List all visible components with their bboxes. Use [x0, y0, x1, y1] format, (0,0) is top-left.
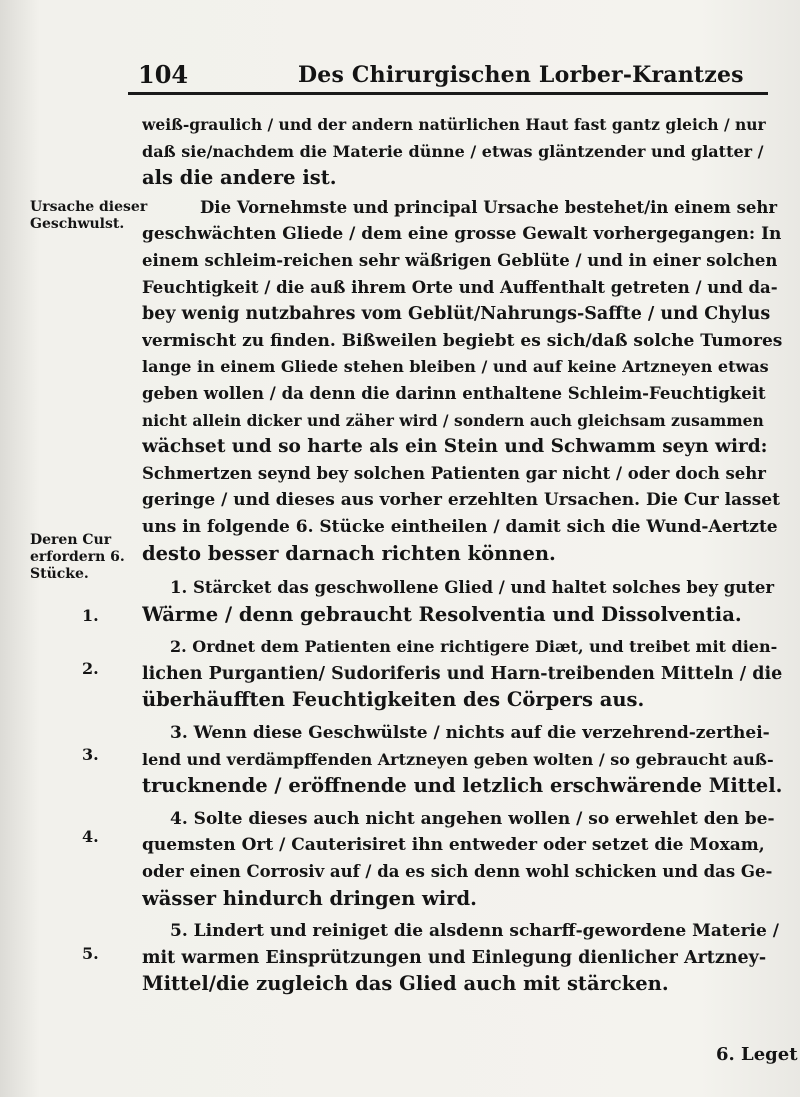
body-text [142, 112, 782, 998]
paragraph-continuation [142, 112, 782, 192]
paragraph-item-4 [142, 806, 782, 912]
text-line: 2. Ordnet dem Patienten eine richtigere Diæt, und treibet mit dien- [170, 637, 778, 657]
text-line: 5. Lindert und reiniget die alsdenn scharff-gewordene Materie / [170, 921, 779, 942]
text-line: daß sie/nachdem die Materie dünne / etwas gläntzender und glatter / [142, 141, 764, 161]
margin-item-number: 4. [82, 827, 99, 846]
text-line: geringe / und dieses aus vorher erzehlten Ursachen. Die Cur lasset [142, 490, 780, 511]
text-line: uns in folgende 6. Stücke eintheilen / damit sich die Wund-Aertzte [142, 516, 778, 537]
margin-note-line: Geschwulst. [30, 216, 125, 232]
text-line: 4. Solte dieses auch nicht angehen wollen / so erwehlet den be- [170, 808, 775, 829]
text-line: mit warmen Einsprützungen und Einlegung dienlicher Artzney- [142, 947, 767, 968]
margin-note-cause [30, 199, 148, 233]
text-line: weiß-graulich / und der andern natürlichen Haut fast gantz gleich / nur [142, 115, 766, 134]
text-line: lend und verdämpffenden Artzneyen geben wolten / so gebraucht auß- [142, 749, 774, 769]
text-line: oder einen Corrosiv auf / da es sich denn wohl schicken und das Ge- [142, 862, 773, 882]
catchword: 6. Leget [716, 1044, 798, 1065]
paragraph-item-3 [142, 720, 782, 800]
margin-note-line: Deren Cur [30, 532, 112, 548]
page-header [128, 58, 768, 95]
text-line: lichen Purgantien/ Sudoriferis und Harn-treibenden Mitteln / die [142, 663, 782, 684]
text-line: desto besser darnach richten können. [142, 541, 556, 565]
running-head: Des Chirurgischen Lorber-Krantzes [298, 62, 744, 88]
text-line: wächset und so harte als ein Stein und Schwamm seyn wird: [142, 436, 768, 458]
margin-note-line: Ursache dieser [30, 199, 148, 215]
text-line: Feuchtigkeit / die auß ihrem Orte und Auffenthalt getreten / und da- [142, 277, 778, 297]
margin-item-number: 2. [82, 659, 99, 678]
margin-item-number: 1. [82, 606, 99, 625]
text-line: als die andere ist. [142, 166, 337, 190]
text-line: Schmertzen seynd bey solchen Patienten gar nicht / oder doch sehr [142, 463, 766, 483]
text-line: Mittel/die zugleich das Glied auch mit stärcken. [142, 972, 669, 996]
paragraph-item-5 [142, 918, 782, 998]
text-line: bey wenig nutzbahres vom Geblüt/Nahrungs-Saffte / und Chylus [142, 304, 771, 325]
text-line: einem schleim-reichen sehr wäßrigen Geblüte / und in einer solchen [142, 250, 778, 270]
margin-note-cure [30, 532, 142, 583]
text-line: lange in einem Gliede stehen bleiben / und auf keine Artzneyen etwas [142, 357, 769, 377]
text-line: nicht allein dicker und zäher wird / sondern auch gleichsam zusammen [142, 410, 764, 430]
text-line: trucknende / eröffnende und letzlich erschwärende Mittel. [142, 774, 782, 798]
paragraph-item-1 [142, 575, 782, 628]
text-line: 1. Stärcket das geschwollene Glied / und haltet solches bey guter [170, 578, 775, 598]
text-line: Wärme / denn gebraucht Resolventia und Dissolventia. [142, 602, 742, 626]
text-line: überhäufften Feuchtigkeiten des Cörpers aus. [142, 688, 645, 712]
margin-note-line: Stücke. [30, 566, 89, 582]
text-line: 3. Wenn diese Geschwülste / nichts auf die verzehrend-zerthei- [170, 723, 770, 744]
paragraph-cause [142, 195, 782, 567]
text-line: geschwächten Gliede / dem eine grosse Gewalt vorhergegangen: In [142, 224, 782, 245]
paragraph-item-2 [142, 634, 782, 714]
margin-item-number: 3. [82, 745, 99, 764]
text-line: wässer hindurch dringen wird. [142, 886, 477, 910]
text-line: geben wollen / da denn die darinn enthaltene Schleim-Feuchtigkeit [142, 383, 766, 403]
page-number: 104 [138, 60, 189, 89]
margin-item-number: 5. [82, 944, 99, 963]
margin-note-line: erfordern 6. [30, 549, 125, 565]
text-line: Die Vornehmste und principal Ursache bestehet/in einem sehr [200, 197, 778, 217]
text-line: vermischt zu finden. Bißweilen begiebt es sich/daß solche Tumores [142, 330, 782, 351]
text-line: quemsten Ort / Cauterisiret ihn entweder oder setzet die Moxam, [142, 835, 765, 856]
